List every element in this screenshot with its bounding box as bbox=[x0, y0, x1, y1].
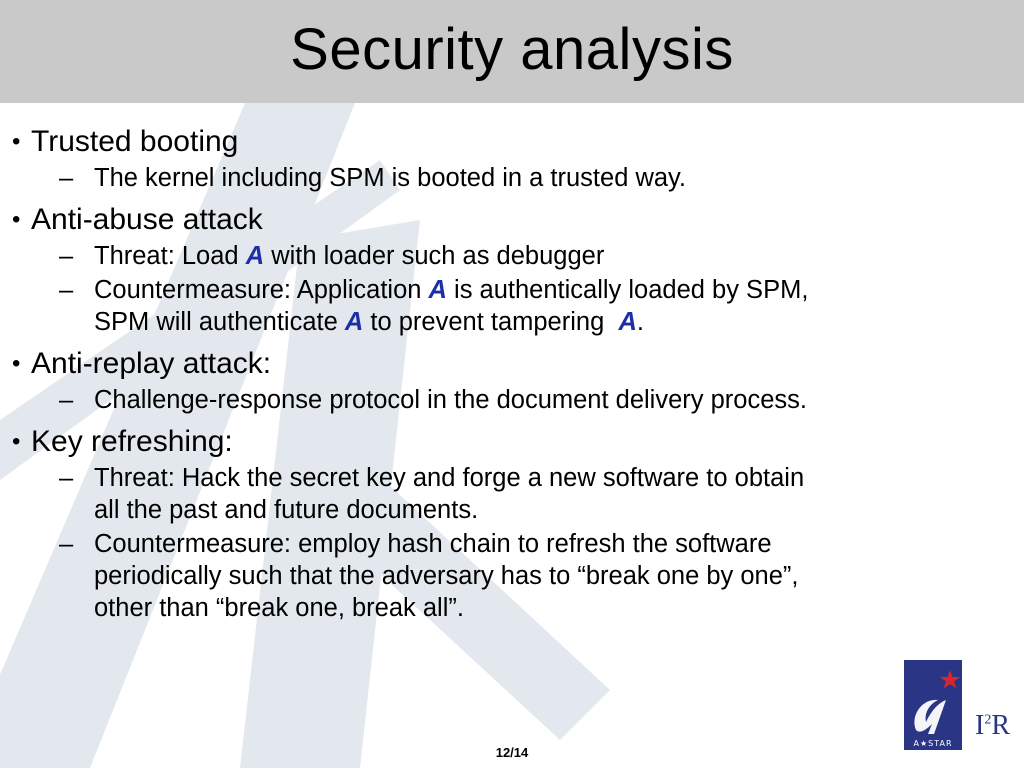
emphasis-a: A bbox=[344, 308, 364, 336]
sub-text: to prevent tampering bbox=[363, 308, 619, 336]
bullet-anti-replay bbox=[12, 346, 1002, 382]
page-number: 12/14 bbox=[495, 745, 529, 760]
astar-logo bbox=[904, 660, 962, 750]
sub-text: with loader such as debugger bbox=[264, 242, 605, 270]
sub-text: all the past and future documents. bbox=[94, 496, 479, 524]
dash-marker: – bbox=[59, 242, 74, 270]
bullet-key-refreshing bbox=[12, 424, 1002, 460]
i2r-logo: $I^2R$ bbox=[975, 710, 1011, 741]
sub-item bbox=[12, 462, 1002, 526]
sub-text: Countermeasure: Application bbox=[94, 276, 429, 304]
emphasis-a: A bbox=[245, 242, 265, 270]
sub-text: is authentically loaded by SPM, bbox=[446, 276, 809, 304]
sub-item bbox=[12, 384, 1002, 416]
bullet-text: Anti-abuse attack bbox=[31, 203, 263, 236]
dash-marker: – bbox=[59, 530, 74, 558]
title-bar bbox=[0, 0, 1024, 103]
bullet-anti-abuse bbox=[12, 202, 1002, 238]
bullet-text: Trusted booting bbox=[31, 125, 239, 158]
sub-text: SPM will authenticate bbox=[94, 308, 345, 336]
bullet-dot: • bbox=[12, 428, 21, 455]
bullet-trusted-booting bbox=[12, 124, 1002, 160]
dash-marker: – bbox=[59, 276, 74, 304]
sub-item bbox=[12, 528, 1002, 624]
sub-text: Threat: Load bbox=[94, 242, 246, 270]
slide-content bbox=[12, 124, 1002, 626]
emphasis-a: A bbox=[428, 276, 447, 304]
sub-text: . bbox=[636, 308, 644, 336]
bullet-dot: • bbox=[12, 206, 21, 233]
astar-mark-icon bbox=[904, 660, 962, 750]
bullet-text: Anti-replay attack: bbox=[31, 347, 272, 380]
sub-text: periodically such that the adversary has to “break one by one”, bbox=[94, 562, 799, 590]
sub-item bbox=[12, 240, 1002, 272]
sub-text: other than “break one, break all”. bbox=[94, 594, 464, 622]
sub-item bbox=[12, 274, 1002, 338]
sub-text: Threat: Hack the secret key and forge a new software to obtain bbox=[94, 464, 805, 492]
emphasis-a: A bbox=[618, 308, 637, 336]
astar-text: A★STAR bbox=[913, 739, 953, 748]
bullet-dot: • bbox=[12, 350, 21, 377]
sub-text: The kernel including SPM is booted in a trusted way. bbox=[94, 164, 687, 192]
dash-marker: – bbox=[59, 386, 74, 414]
slide-title: Security analysis bbox=[290, 17, 734, 82]
sub-item bbox=[12, 162, 1002, 194]
sub-text: Countermeasure: employ hash chain to refresh the software bbox=[94, 530, 772, 558]
dash-marker: – bbox=[59, 464, 74, 492]
bullet-dot: • bbox=[12, 128, 21, 155]
sub-text: Challenge-response protocol in the document delivery process. bbox=[94, 386, 807, 414]
bullet-text: Key refreshing: bbox=[31, 425, 233, 458]
dash-marker: – bbox=[59, 164, 74, 192]
